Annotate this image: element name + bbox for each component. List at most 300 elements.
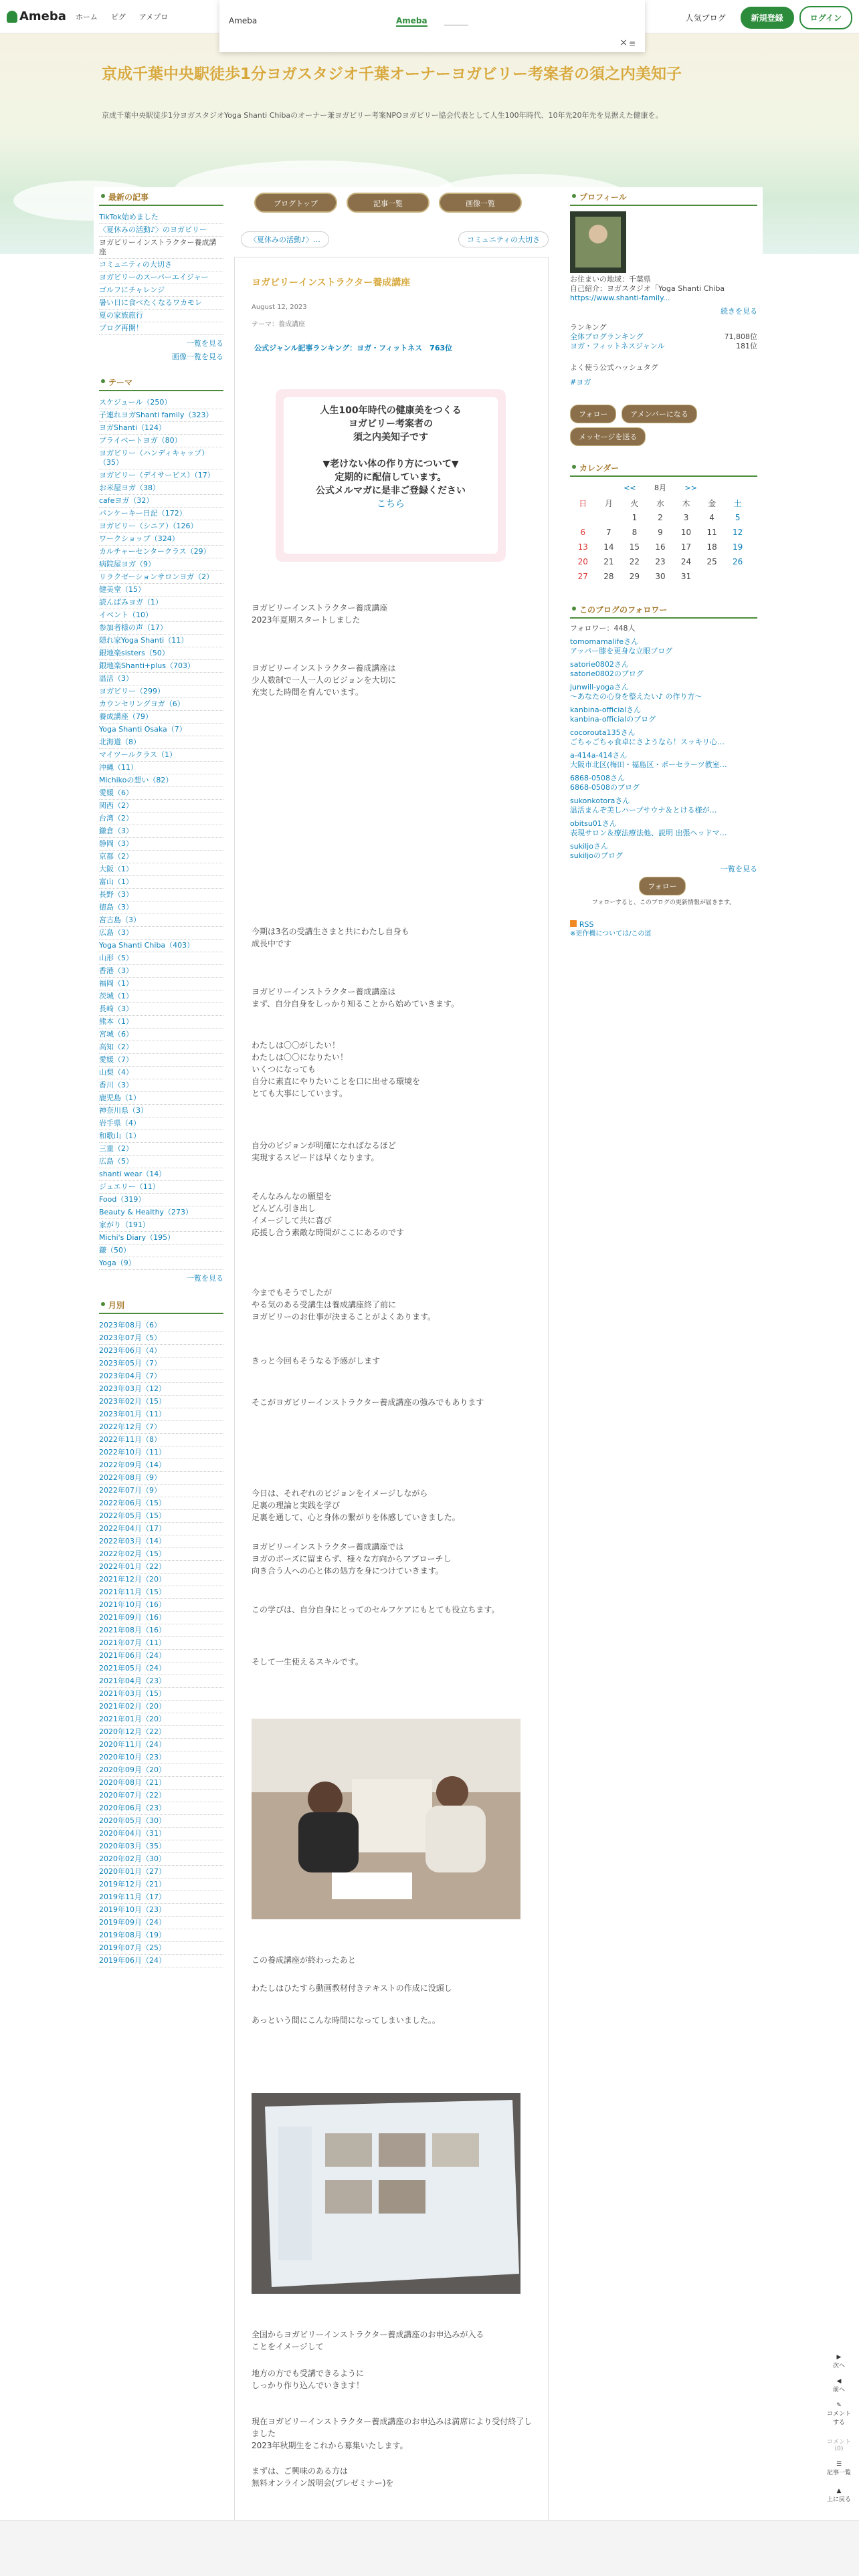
- theme-item[interactable]: 隠れ家Yoga Shanti（11）: [99, 635, 223, 647]
- follower-blog[interactable]: satorie0802のブログ: [570, 669, 644, 678]
- theme-item[interactable]: リラクゼーションサロンヨガ（2）: [99, 571, 223, 584]
- theme-item[interactable]: 鎌（50）: [99, 1245, 223, 1257]
- theme-item[interactable]: 鎌倉（3）: [99, 825, 223, 838]
- month-item[interactable]: 2022年02月（15）: [99, 1548, 223, 1561]
- article-paragraph: 地方の方でも受講できるように しっかり作り込んでいきます！: [252, 2369, 365, 2390]
- theme-item[interactable]: 和歌山（1）: [99, 1130, 223, 1143]
- month-item[interactable]: 2022年05月（15）: [99, 1510, 223, 1523]
- theme-item[interactable]: 読んばみヨガ（1）: [99, 597, 223, 609]
- month-item[interactable]: 2019年06月（24）: [99, 1955, 223, 1967]
- month-item[interactable]: 2022年12月（7）: [99, 1421, 223, 1434]
- month-item[interactable]: 2022年04月（17）: [99, 1523, 223, 1535]
- month-item[interactable]: 2020年03月（35）: [99, 1840, 223, 1853]
- calendar-day[interactable]: 24: [680, 557, 692, 566]
- article-paragraph: そんなみんなの願望を どんどん引き出し イメージして共に喜び 応援し合う素敵な時間がここにあるのです: [252, 1192, 405, 1237]
- follower-blog[interactable]: 〜あなたの心身を整えたい♪ の作り方〜: [570, 692, 702, 701]
- month-item[interactable]: 2023年01月（11）: [99, 1408, 223, 1421]
- theme-item[interactable]: 愛媛（6）: [99, 787, 223, 800]
- tab-image-list[interactable]: 画像一覧: [439, 193, 522, 213]
- recent-article-item[interactable]: 暑い日に食べたくなるワカモレ: [99, 297, 223, 310]
- month-item[interactable]: 2023年07月（5）: [99, 1332, 223, 1345]
- follow-button-bottom[interactable]: フォロー: [639, 877, 685, 895]
- theme-item[interactable]: 長崎（3）: [99, 1003, 223, 1016]
- calendar-weekday: 月: [604, 498, 613, 508]
- month-item[interactable]: 2021年08月（16）: [99, 1624, 223, 1637]
- newsletter-banner-text: [284, 397, 498, 554]
- follow-note: フォローすると、このブログの更新情報が届きます。: [591, 899, 736, 906]
- month-item[interactable]: 2022年11月（8）: [99, 1434, 223, 1446]
- calendar-day[interactable]: 25: [706, 557, 717, 566]
- theme-item[interactable]: カウンセリングヨガ（6）: [99, 698, 223, 711]
- calendar-day[interactable]: 2: [658, 513, 663, 522]
- article-theme[interactable]: テーマ：養成講座: [252, 321, 305, 328]
- month-item[interactable]: 2019年08月（19）: [99, 1929, 223, 1942]
- newsletter-line: ▼老けない体の作り方について▼: [322, 459, 459, 469]
- follower-blog[interactable]: sukiljoのブログ: [570, 851, 623, 860]
- theme-item[interactable]: 山梨（4）: [99, 1067, 223, 1079]
- theme-item[interactable]: 参加者様の声（17）: [99, 622, 223, 635]
- calendar-day[interactable]: 7: [606, 528, 611, 537]
- profile-url[interactable]: https://www.shanti-family...: [570, 294, 670, 302]
- message-button[interactable]: メッセージを送る: [570, 427, 646, 446]
- article-paragraph: きっと今回もそうなる予感がします: [252, 1356, 381, 1366]
- reader-link[interactable]: ※更作機については/この道: [570, 930, 652, 938]
- calendar-day[interactable]: 30: [655, 572, 666, 581]
- month-item[interactable]: 2022年06月（15）: [99, 1497, 223, 1510]
- month-item[interactable]: 2022年01月（22）: [99, 1561, 223, 1574]
- theme-item[interactable]: イベント（10）: [99, 609, 223, 622]
- theme-item[interactable]: ヨガビリー（ハンディキャップ）（35）: [99, 447, 223, 469]
- follower-item: [570, 637, 757, 656]
- follower-name[interactable]: junwill-yogaさん: [570, 683, 629, 691]
- theme-item[interactable]: お米屋ヨガ（38）: [99, 482, 223, 495]
- month-item[interactable]: 2020年02月（30）: [99, 1853, 223, 1866]
- month-item[interactable]: 2023年06月（4）: [99, 1345, 223, 1358]
- month-item[interactable]: 2022年10月（11）: [99, 1446, 223, 1459]
- calendar-day[interactable]: 20: [577, 557, 588, 566]
- calendar-day[interactable]: 29: [629, 572, 640, 581]
- calendar-weekday: 火: [630, 498, 639, 508]
- recent-article-item[interactable]: ブログ再開！: [99, 322, 223, 335]
- article-paragraph: 現在ヨガビリーインストラクター養成講座のお申込みは満席により受付終了しました 2023年秋期生をこれから募集いたします。: [252, 2417, 533, 2450]
- month-item[interactable]: 2019年10月（23）: [99, 1904, 223, 1917]
- theme-item[interactable]: 銀地楽Shanti+plus（703）: [99, 660, 223, 673]
- calendar-day[interactable]: 26: [733, 557, 743, 566]
- theme-item[interactable]: 宮城（6）: [99, 1029, 223, 1041]
- follower-item: [570, 819, 757, 838]
- signup-button[interactable]: 新規登録: [741, 7, 794, 29]
- search-popup: [219, 0, 645, 52]
- month-item[interactable]: 2022年09月（14）: [99, 1459, 223, 1472]
- follower-name[interactable]: a-414a-414さん: [570, 751, 628, 760]
- calendar-day[interactable]: 19: [733, 542, 743, 552]
- ranking-heading: ランキング: [570, 323, 607, 332]
- month-item[interactable]: 2021年05月（24）: [99, 1662, 223, 1675]
- side-prev[interactable]: ◀ 前へ: [824, 2378, 854, 2393]
- recent-article-item[interactable]: ゴルフにチャレンジ: [99, 284, 223, 297]
- follower-item: [570, 660, 757, 679]
- theme-item[interactable]: カルチャーセンタークラス（29）: [99, 546, 223, 558]
- newsletter-link[interactable]: こちら: [377, 499, 405, 510]
- ameba-logo[interactable]: Ameba: [7, 9, 66, 23]
- theme-item[interactable]: ワークショップ（324）: [99, 533, 223, 546]
- month-item[interactable]: 2023年08月（6）: [99, 1319, 223, 1332]
- rss-icon: [570, 920, 577, 927]
- follower-blog[interactable]: kanbina-officialのブログ: [570, 715, 656, 724]
- theme-item[interactable]: 高知（2）: [99, 1041, 223, 1054]
- month-item[interactable]: 2020年05月（30）: [99, 1815, 223, 1828]
- newsletter-line: ヨガビリー考案者の: [349, 419, 433, 429]
- right-sidebar: [570, 189, 757, 939]
- theme-item[interactable]: ヨガビリー（299）: [99, 685, 223, 698]
- month-item[interactable]: 2019年12月（21）: [99, 1879, 223, 1891]
- blog-tabs: [254, 193, 531, 213]
- article-paragraph: あっという間にこんな時間になってしまいました。。: [252, 2016, 440, 2025]
- monthly-heading: 月別: [99, 1297, 223, 1314]
- amember-button[interactable]: アメンバーになる: [622, 405, 697, 423]
- calendar-day[interactable]: 5: [735, 513, 741, 522]
- calendar-weekday: 金: [708, 498, 717, 508]
- theme-item[interactable]: 福岡（1）: [99, 978, 223, 990]
- month-item[interactable]: 2020年01月（27）: [99, 1866, 223, 1879]
- calendar-weekday: 木: [682, 498, 690, 508]
- calendar-day[interactable]: 27: [577, 572, 588, 581]
- theme-item[interactable]: プライベートヨガ（80）: [99, 435, 223, 447]
- nav-amepro[interactable]: アメプロ: [138, 12, 169, 21]
- month-item[interactable]: 2023年04月（7）: [99, 1370, 223, 1383]
- article-paragraph: 今までもそうでしたが やる気のある受講生は養成講座終了前に ヨガビリーのお仕事が決まることがよくあります。: [252, 1288, 436, 1321]
- article-paragraph: この養成講座が終わったあと: [252, 1955, 356, 1965]
- theme-item[interactable]: 北海道（8）: [99, 736, 223, 749]
- theme-item[interactable]: 関西（2）: [99, 800, 223, 813]
- prev-article-link[interactable]: 〈夏休みの活動♪〉…: [241, 231, 329, 247]
- profile-region: お住まいの地域：千葉県: [570, 275, 651, 284]
- month-item[interactable]: 2020年09月（20）: [99, 1764, 223, 1777]
- calendar-day[interactable]: 15: [629, 542, 640, 552]
- search-label: Ameba: [229, 16, 258, 25]
- month-item[interactable]: 2021年11月（15）: [99, 1586, 223, 1599]
- month-item[interactable]: 2021年06月（24）: [99, 1650, 223, 1662]
- month-item[interactable]: 2021年03月（15）: [99, 1688, 223, 1701]
- theme-more-link[interactable]: 一覧を見る: [187, 1274, 223, 1283]
- theme-item[interactable]: Yoga Shanti Osaka（7）: [99, 724, 223, 736]
- popular-blog-link[interactable]: 人気ブログ: [685, 13, 726, 23]
- followers-heading: このブログのフォロワー: [570, 601, 757, 619]
- theme-item[interactable]: 大阪（1）: [99, 863, 223, 876]
- theme-item[interactable]: ジュエリー（11）: [99, 1181, 223, 1194]
- calendar-day[interactable]: 31: [680, 572, 692, 581]
- calendar-day[interactable]: 9: [658, 528, 663, 537]
- calendar-heading: カレンダー: [570, 459, 757, 477]
- month-item[interactable]: 2021年02月（20）: [99, 1701, 223, 1713]
- article-paragraph: 全国からヨガビリーインストラクター養成講座のお申込みが入る ことをイメージして: [252, 2330, 484, 2351]
- ranking-row-genre: ヨガ・フィットネスジャンル 181位: [570, 342, 757, 350]
- calendar-table: [570, 496, 751, 584]
- calendar-day[interactable]: 14: [603, 542, 614, 552]
- profile-intro: 自己紹介：ヨガスタジオ「Yoga Shanti Chiba: [570, 284, 725, 293]
- calendar-day[interactable]: 18: [706, 542, 717, 552]
- calendar-day[interactable]: 16: [655, 542, 666, 552]
- calendar-day[interactable]: 13: [577, 542, 588, 552]
- article-title[interactable]: ヨガビリーインストラクター養成講座: [252, 278, 411, 288]
- follower-name[interactable]: sukiljoさん: [570, 842, 608, 851]
- theme-item[interactable]: パンケーキー日記（172）: [99, 508, 223, 520]
- month-item[interactable]: 2020年06月（23）: [99, 1802, 223, 1815]
- ranking-row-overall: 全体ブログランキング 71,808位: [570, 332, 757, 341]
- calendar-month: 8月: [654, 484, 666, 492]
- follower-blog[interactable]: 6868-0508のブログ: [570, 783, 640, 792]
- image-list-link[interactable]: 画像一覧を見る: [172, 352, 223, 361]
- follower-name[interactable]: tomomamalifeさん: [570, 637, 639, 646]
- month-item[interactable]: 2019年11月（17）: [99, 1891, 223, 1904]
- month-item[interactable]: 2022年08月（9）: [99, 1472, 223, 1485]
- recent-articles-heading: 最新の記事: [99, 189, 223, 206]
- calendar-day: [699, 569, 725, 584]
- theme-item[interactable]: 熊本（1）: [99, 1016, 223, 1029]
- login-button[interactable]: ログイン: [799, 6, 852, 29]
- calendar-day[interactable]: 28: [603, 572, 614, 581]
- close-icon[interactable]: ×: [619, 37, 628, 48]
- month-item[interactable]: 2019年09月（24）: [99, 1917, 223, 1929]
- theme-item[interactable]: Food（319）: [99, 1194, 223, 1206]
- month-item[interactable]: 2021年12月（20）: [99, 1574, 223, 1586]
- article-paragraph: そこがヨガビリーインストラクター養成講座の強みでもあります: [252, 1398, 484, 1407]
- calendar-day: [570, 510, 596, 525]
- month-item[interactable]: 2020年04月（31）: [99, 1828, 223, 1840]
- month-item[interactable]: 2022年07月（9）: [99, 1485, 223, 1497]
- calendar-day[interactable]: 11: [706, 528, 717, 537]
- article-paragraph: 今期は3名の受講生さまと共にわたし自身も 成長中です: [252, 927, 409, 948]
- theme-item[interactable]: 沖縄（11）: [99, 762, 223, 774]
- calendar-day[interactable]: 22: [629, 557, 640, 566]
- follower-blog[interactable]: アッパー膝を更身な立眼ブログ: [570, 647, 673, 655]
- recent-article-item[interactable]: TikTok始めました: [99, 211, 223, 224]
- month-item[interactable]: 2023年02月（15）: [99, 1396, 223, 1408]
- follower-item: [570, 751, 757, 770]
- theme-item[interactable]: 山形（5）: [99, 952, 223, 965]
- theme-item[interactable]: Michikoの想い（82）: [99, 774, 223, 787]
- theme-item[interactable]: 神奈川県（3）: [99, 1105, 223, 1117]
- recent-article-item[interactable]: 〈夏休みの活動♪〉のヨガビリー: [99, 224, 223, 237]
- calendar-weekday: 水: [656, 498, 664, 508]
- recent-article-item[interactable]: ヨガビリーのスーパーエイジャー: [99, 272, 223, 284]
- theme-item[interactable]: 家がり（191）: [99, 1219, 223, 1232]
- month-item[interactable]: 2021年09月（16）: [99, 1612, 223, 1624]
- calendar-day[interactable]: 21: [603, 557, 614, 566]
- follower-name[interactable]: sukonkotoraさん: [570, 796, 630, 805]
- follower-item: [570, 728, 757, 747]
- article-paragraph: この学びは、自分自身にとってのセルフケアにもとても役立ちます。: [252, 1605, 500, 1614]
- theme-item[interactable]: ヨガビリー（シニア）（126）: [99, 520, 223, 533]
- follower-blog[interactable]: 表現サロン＆療法療法他、説明 出張ヘッドマ…: [570, 829, 727, 837]
- hashtag-heading: よく使う公式ハッシュタグ: [570, 363, 658, 372]
- theme-item[interactable]: 病院屋ヨガ（9）: [99, 558, 223, 571]
- recent-article-item[interactable]: コミュニティの大切さ: [99, 259, 223, 272]
- theme-item[interactable]: cafeヨガ（32）: [99, 495, 223, 508]
- theme-item[interactable]: Yoga Shanti Chiba（403）: [99, 940, 223, 952]
- follower-blog[interactable]: ごちゃごちゃ食卓にさようなら！スッキリ心…: [570, 738, 725, 746]
- theme-item[interactable]: 香川（3）: [99, 1079, 223, 1092]
- follower-blog[interactable]: 大阪市北区(梅田・福島区・ポーセラーツ教室…: [570, 760, 727, 769]
- month-item[interactable]: 2022年03月（14）: [99, 1535, 223, 1548]
- theme-item[interactable]: 温活（3）: [99, 673, 223, 685]
- theme-item[interactable]: 鹿児島（1）: [99, 1092, 223, 1105]
- side-comment[interactable]: ✎ コメントする: [824, 2402, 854, 2426]
- month-item[interactable]: 2021年01月（20）: [99, 1713, 223, 1726]
- article-paragraph: 今日は、それぞれのビジョンをイメージしながら 足裏の理論と実践を学び 足裏を通して、心と身体の繋がりを体感していきました。: [252, 1489, 460, 1522]
- theme-item[interactable]: 子連れヨガShanti family（323）: [99, 409, 223, 422]
- theme-item[interactable]: 広島（5）: [99, 1156, 223, 1168]
- newsletter-line: 人生100年時代の健康美をつくる: [320, 405, 462, 416]
- left-sidebar: [99, 189, 223, 1967]
- follower-item: [570, 842, 757, 861]
- follower-blog[interactable]: 温活まんぞ美しハーブサウナ＆とける様が…: [570, 806, 717, 815]
- calendar-weekday: 土: [733, 498, 742, 508]
- theme-item[interactable]: 富山（1）: [99, 876, 223, 889]
- calendar-prev[interactable]: <<: [624, 484, 636, 492]
- follower-item: [570, 683, 757, 702]
- month-item[interactable]: 2020年11月（24）: [99, 1739, 223, 1751]
- calendar-day[interactable]: 6: [580, 528, 586, 537]
- article-paragraph: そして一生使えるスキルです。: [252, 1657, 363, 1667]
- search-tab-ameba[interactable]: Ameba: [396, 16, 427, 25]
- blog-title[interactable]: 京成千葉中央駅徒歩1分ヨガスタジオ千葉オーナーヨガビリー考案者の須之内美知子: [102, 66, 682, 83]
- recent-article-item[interactable]: 夏の家族旅行: [99, 310, 223, 322]
- theme-item[interactable]: Beauty & Healthy（273）: [99, 1206, 223, 1219]
- profile-more-link[interactable]: 続きを見る: [721, 307, 757, 316]
- follower-name[interactable]: obitsu01さん: [570, 819, 617, 828]
- calendar-day[interactable]: 4: [709, 513, 714, 522]
- rss-link[interactable]: RSS: [579, 920, 594, 929]
- recent-more-link[interactable]: 一覧を見る: [187, 339, 223, 348]
- theme-item[interactable]: Yoga（9）: [99, 1257, 223, 1270]
- next-icon: ▶: [836, 2354, 842, 2361]
- follower-name[interactable]: cocorouta135さん: [570, 728, 636, 737]
- header-actions: [686, 6, 852, 29]
- theme-item[interactable]: shanti wear（14）: [99, 1168, 223, 1181]
- calendar-day[interactable]: 12: [733, 528, 743, 537]
- list-icon: ☰: [836, 2461, 842, 2468]
- theme-item[interactable]: 養成講座（79）: [99, 711, 223, 724]
- follower-name[interactable]: 6868-0508さん: [570, 774, 625, 782]
- calendar-weekday: 日: [579, 498, 587, 508]
- theme-item[interactable]: 茨城（1）: [99, 990, 223, 1003]
- month-item[interactable]: 2020年12月（22）: [99, 1726, 223, 1739]
- follow-button[interactable]: フォロー: [570, 405, 616, 423]
- theme-item[interactable]: Michi's Diary（195）: [99, 1232, 223, 1245]
- article-paragraph: わたしはひたすら動画教材付きテキストの作成に没頭し: [252, 1983, 452, 1993]
- ameba-logo-icon: [7, 11, 17, 23]
- theme-item[interactable]: 広島（3）: [99, 927, 223, 940]
- side-top[interactable]: ▲ 上に戻る: [824, 2488, 854, 2503]
- theme-item[interactable]: 徳島（3）: [99, 901, 223, 914]
- recent-articles-list: [99, 211, 223, 335]
- month-item[interactable]: 2020年10月（23）: [99, 1751, 223, 1764]
- article-photo-2: [252, 2093, 520, 2294]
- calendar-next[interactable]: >>: [684, 484, 697, 492]
- theme-item[interactable]: 長野（3）: [99, 889, 223, 901]
- theme-heading: テーマ: [99, 374, 223, 391]
- blog-subtitle: 京成千葉中央駅徒歩1分ヨガスタジオYoga Shanti Chibaのオーナー兼ヨガビリー考案NPOヨガビリー協会代表として人生100年時代、10年先20年先を見据えた健康を。: [102, 111, 663, 120]
- next-article-link[interactable]: コミュニティの大切さ: [458, 231, 549, 247]
- theme-item[interactable]: ヨガビリー（デイサービス）（17）: [99, 469, 223, 482]
- theme-item[interactable]: 愛媛（7）: [99, 1054, 223, 1067]
- prev-icon: ◀: [836, 2378, 842, 2385]
- newsletter-line: [284, 444, 498, 457]
- calendar-day[interactable]: 3: [683, 513, 689, 522]
- newsletter-banner[interactable]: [276, 389, 506, 562]
- theme-item[interactable]: 静岡（3）: [99, 838, 223, 851]
- comment-icon: ✎: [836, 2402, 842, 2409]
- nav-home[interactable]: ホーム: [75, 12, 98, 21]
- article-paragraph: 自分のビジョンが明確になればなるほど 実現するスピードは早くなります。: [252, 1141, 396, 1162]
- article-paragraph: ヨガビリーインストラクター養成講座 2023年夏期スタートしました: [252, 603, 388, 625]
- calendar-day[interactable]: 1: [632, 513, 638, 522]
- theme-item[interactable]: 岩手県（4）: [99, 1117, 223, 1130]
- side-next[interactable]: ▶ 次へ: [824, 2354, 854, 2369]
- month-item[interactable]: 2021年07月（11）: [99, 1637, 223, 1650]
- calendar-day[interactable]: 10: [680, 528, 692, 537]
- article-paragraph: ヨガビリーインストラクター養成講座では ヨガのポーズに留まらず、様々な方向からアプローチし 向き合う人への心と体の処方を身につけていきます。: [252, 1542, 452, 1576]
- tab-article-list[interactable]: 記事一覧: [347, 193, 430, 213]
- month-item[interactable]: 2020年08月（21）: [99, 1777, 223, 1790]
- month-item[interactable]: 2021年10月（16）: [99, 1599, 223, 1612]
- recent-article-item[interactable]: ヨガビリーインストラクター養成講座: [99, 237, 223, 259]
- theme-item[interactable]: ヨガShanti（124）: [99, 422, 223, 435]
- theme-item[interactable]: 宮古島（3）: [99, 914, 223, 927]
- profile-heading: プロフィール: [570, 189, 757, 206]
- calendar-day[interactable]: 17: [680, 542, 692, 552]
- side-article-list[interactable]: ☰ 記事一覧: [824, 2461, 854, 2476]
- month-item[interactable]: 2023年03月（12）: [99, 1383, 223, 1396]
- follower-item: [570, 706, 757, 724]
- theme-item[interactable]: 香港（3）: [99, 965, 223, 978]
- month-item[interactable]: 2020年07月（22）: [99, 1790, 223, 1802]
- newsletter-line: 須之内美知子です: [353, 432, 428, 443]
- article-ranking[interactable]: 公式ジャンル記事ランキング：ヨガ・フィットネス 763位: [254, 344, 453, 352]
- calendar-day[interactable]: 23: [655, 557, 666, 566]
- theme-item[interactable]: 三重（2）: [99, 1143, 223, 1156]
- menu-icon[interactable]: ≡: [628, 39, 636, 48]
- month-item[interactable]: 2021年04月（23）: [99, 1675, 223, 1688]
- tab-blog-top[interactable]: ブログトップ: [254, 193, 337, 213]
- page-footer: [0, 2520, 859, 2576]
- newsletter-line: 公式メルマガに是非ご登録ください: [316, 486, 466, 496]
- article-date: August 12, 2023: [252, 304, 307, 311]
- rss-row: [570, 920, 757, 930]
- calendar-day[interactable]: 8: [632, 528, 638, 537]
- profile-avatar[interactable]: [570, 211, 626, 273]
- theme-item[interactable]: 台湾（2）: [99, 813, 223, 825]
- theme-item[interactable]: 銀地楽sisters（50）: [99, 647, 223, 660]
- monthly-archive-list: [99, 1319, 223, 1967]
- search-input[interactable]: [444, 16, 468, 25]
- month-item[interactable]: 2019年07月（25）: [99, 1942, 223, 1955]
- theme-item[interactable]: スケジュール（250）: [99, 397, 223, 409]
- month-item[interactable]: 2023年05月（7）: [99, 1358, 223, 1370]
- theme-item[interactable]: 京都（2）: [99, 851, 223, 863]
- followers-more-link[interactable]: 一覧を見る: [721, 865, 757, 873]
- article-paragraph: わたしは〇〇がしたい！ わたしは〇〇になりたい！ いくつになっても 自分に素直にやりたいことを口に出せる環境を とても大事にしています。: [252, 1041, 421, 1098]
- theme-list: [99, 397, 223, 1270]
- nav-pigg[interactable]: ピグ: [110, 12, 126, 21]
- theme-item[interactable]: マイツールクラス（1）: [99, 749, 223, 762]
- article-nav: [241, 231, 549, 247]
- theme-item[interactable]: 健美堂（15）: [99, 584, 223, 597]
- hashtag-link[interactable]: #ヨガ: [570, 378, 591, 387]
- follower-name[interactable]: satorie0802さん: [570, 660, 629, 669]
- follower-name[interactable]: kanbina-officialさん: [570, 706, 642, 714]
